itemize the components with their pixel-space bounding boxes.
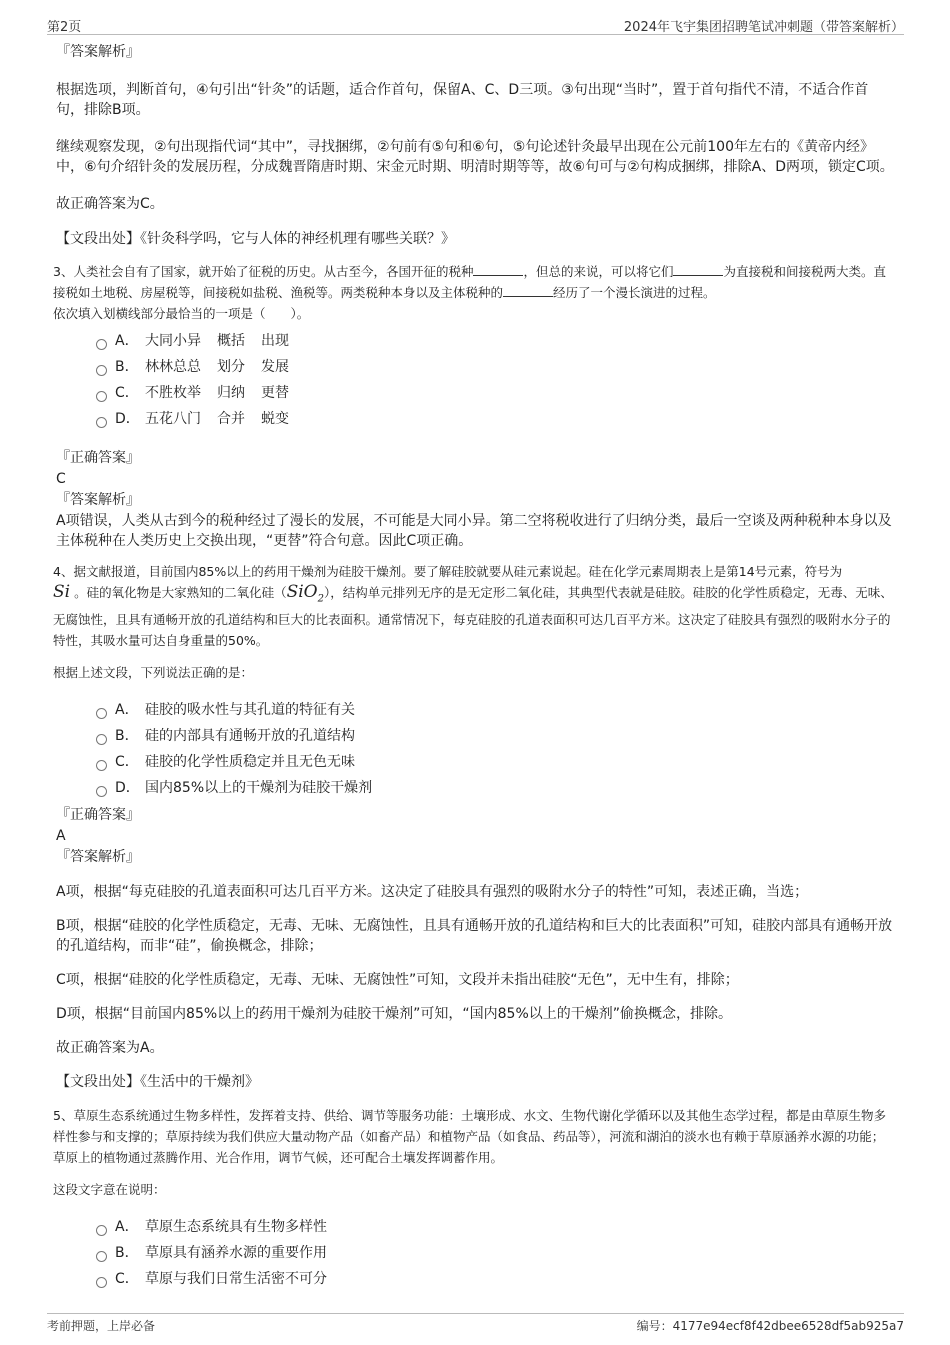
radio-button[interactable]: [96, 1251, 107, 1262]
correct-answer: A: [56, 828, 66, 845]
option-a[interactable]: A． 硅胶的吸水性与其孔道的特征有关: [96, 697, 896, 723]
option-d[interactable]: D． 五花八门 合并 蜕变: [96, 406, 896, 432]
document-title: 2024年飞宇集团招聘笔试冲刺题（带答案解析）: [623, 20, 904, 35]
question-3-stem: 3、人类社会自有了国家，就开始了征税的历史。从古至今，各国开征的税种 ，但总的来说，可以将它们 为直接税和间接税两大类。直接税如土地税、房屋税等，间接税如盐税、渔税等。两类税种本身以及主体税种的 经历了一个漫长演进的过程。: [53, 264, 886, 300]
option-a[interactable]: A． 草原生态系统具有生物多样性: [96, 1214, 896, 1240]
option-b[interactable]: B． 林林总总 划分 发展: [96, 354, 896, 380]
radio-button[interactable]: [96, 1225, 107, 1236]
radio-button[interactable]: [96, 734, 107, 745]
option-d[interactable]: D． 国内85%以上的干燥剂为硅胶干燥剂: [96, 775, 896, 801]
question-4-prompt: 根据上述文段，下列说法正确的是：: [53, 665, 254, 681]
option-c[interactable]: C． 不胜枚举 归纳 更替: [96, 380, 896, 406]
blank-line: [673, 263, 723, 276]
final-answer: 故正确答案为C。: [56, 196, 164, 212]
source-citation: 【文段出处】《针灸科学吗，它与人体的神经机理有哪些关联？》: [56, 231, 455, 247]
option-c[interactable]: C． 草原与我们日常生活密不可分: [96, 1266, 896, 1292]
option-b[interactable]: B． 硅的内部具有通畅开放的孔道结构: [96, 723, 896, 749]
radio-button[interactable]: [96, 708, 107, 719]
correct-answer-tag: 『正确答案』: [56, 450, 140, 466]
analysis-tag: 『答案解析』: [56, 849, 140, 866]
page-number: 第2页: [47, 20, 82, 35]
footer-slogan: 考前押题，上岸必备: [47, 1319, 156, 1333]
radio-button[interactable]: [96, 339, 107, 350]
document-id: 编号：4177e94ecf8f42dbee6528df5ab925a7: [636, 1319, 904, 1333]
radio-button[interactable]: [96, 365, 107, 376]
radio-button[interactable]: [96, 786, 107, 797]
analysis-paragraph: A项，根据“每克硅胶的孔道表面积可达几百平方米。这决定了硅胶具有强烈的吸附水分子的特性”可知，表述正确，当选；: [56, 884, 809, 901]
page-footer: [47, 1313, 904, 1336]
analysis-paragraph: B项，根据“硅胶的化学性质稳定，无毒、无味、无腐蚀性，且具有通畅开放的孔道结构和巨大的比表面积”可知，硅胶内部具有通畅开放的孔道结构，而非“硅”，偷换概念，排除；: [56, 918, 893, 955]
analysis-tag: 『答案解析』: [56, 492, 140, 508]
question-5-stem: 5、草原生态系统通过生物多样性，发挥着支持、供给、调节等服务功能：土壤形成、水文、生物代谢化学循环以及其他生态学过程，都是由草原生物多样性参与和支撑的；草原持续为我们供应大量动物产品（如畜产品）和植物产品（如食品、药品等），河流和湖泊的淡水也有赖于草原涵养水源的功能；草原上的植物通过蒸腾作用、光合作用，调节气候，还可配合土壤发挥调蓄作用。: [53, 1108, 886, 1166]
blank-line: [473, 263, 523, 276]
question-5-prompt: 这段文字意在说明：: [53, 1182, 166, 1198]
analysis-paragraph: 根据选项，判断首句，④句引出“针灸”的话题，适合作首句，保留A、C、D三项。③句出现“当时”，置于首句指代不清，不适合作首句，排除B项。: [56, 82, 869, 118]
question-4-stem: 4、据文献报道，目前国内85%以上的药用干燥剂为硅胶干燥剂。要了解硅胶就要从硅元素说起。硅在化学元素周期表上是第14号元素，符号为 Si 。硅的氧化物是大家熟知的二氧化硅（SiO$_2$），结构单元排列无序的是无定形二氧化硅，其典型代表就是硅胶。硅胶的化学性质稳定，无毒、无味、无腐蚀性，且具有通畅开放的孔道结构和巨大的比表面积。通常情况下，每克硅胶的孔道表面积可达几百平方米。这决定了硅胶具有强烈的吸附水分子的特性，其吸水量可达自身重量的50%。: [53, 564, 893, 649]
analysis-tag: 『答案解析』: [56, 44, 140, 60]
question-3-prompt: 依次填入划横线部分最恰当的一项是（ ）。: [53, 306, 310, 321]
page-content: [53, 40, 896, 1292]
option-c[interactable]: C． 硅胶的化学性质稳定并且无色无味: [96, 749, 896, 775]
radio-button[interactable]: [96, 760, 107, 771]
correct-answer-tag: 『正确答案』: [56, 807, 140, 824]
question-3-options: [96, 328, 896, 432]
radio-button[interactable]: [96, 391, 107, 402]
symbol-si: Si: [53, 582, 71, 602]
radio-button[interactable]: [96, 417, 107, 428]
question-5-options: [96, 1214, 896, 1292]
page-header: [47, 14, 904, 35]
option-b[interactable]: B． 草原具有涵养水源的重要作用: [96, 1240, 896, 1266]
blank-line: [503, 284, 553, 297]
analysis-paragraph: 继续观察发现，②句出现指代词“其中”，寻找捆绑，②句前有⑤句和⑥句，⑤句论述针灸最早出现在公元前100年左右的《黄帝内经》中，⑥句介绍针灸的发展历程，分成魏晋隋唐时期、宋金元时期、明清时期等等，故⑥句可与②句构成捆绑，排除A、D两项，锁定C项。: [56, 139, 894, 175]
analysis-paragraph: C项，根据“硅胶的化学性质稳定，无毒、无味、无腐蚀性”可知，文段并未指出硅胶“无色”，无中生有，排除；: [56, 972, 739, 989]
analysis-paragraph: D项，根据“目前国内85%以上的药用干燥剂为硅胶干燥剂”可知，“国内85%以上的干燥剂”偷换概念，排除。: [56, 1006, 733, 1023]
analysis-paragraph: A项错误，人类从古到今的税种经过了漫长的发展，不可能是大同小异。第二空将税收进行了归纳分类，最后一空谈及两种税种本身以及主体税种在人类历史上交换出现，“更替”符合句意。因此C项正确。: [56, 513, 892, 549]
radio-button[interactable]: [96, 1277, 107, 1288]
symbol-sio2: SiO$_2$: [286, 582, 324, 605]
source-citation: 【文段出处】《生活中的干燥剂》: [56, 1074, 259, 1091]
option-a[interactable]: A． 大同小异 概括 出现: [96, 328, 896, 354]
correct-answer: C: [56, 471, 66, 487]
question-4-options: [96, 697, 896, 801]
final-answer: 故正确答案为A。: [56, 1040, 164, 1057]
